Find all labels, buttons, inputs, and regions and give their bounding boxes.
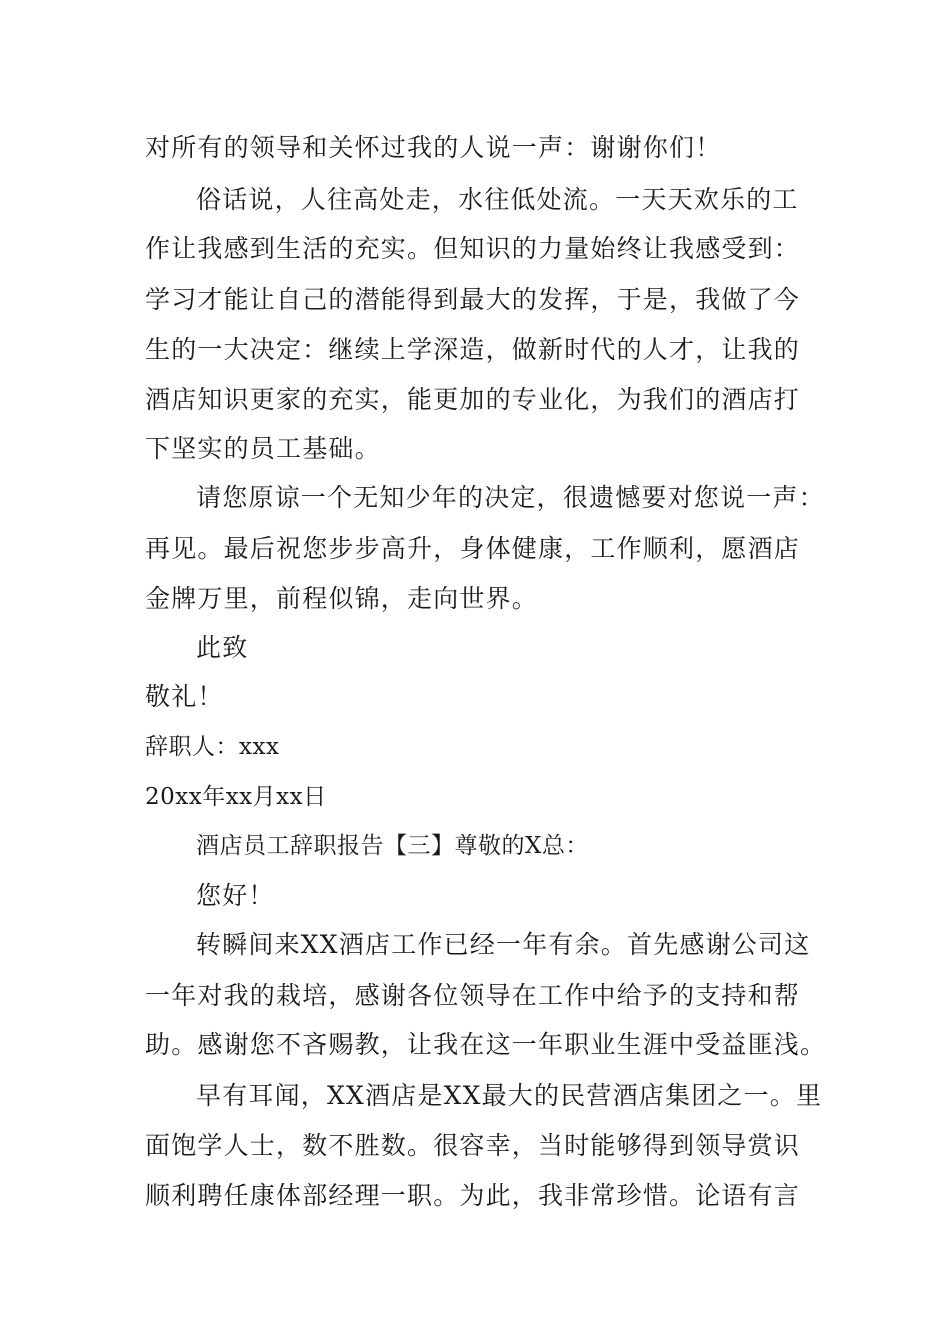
section-heading: 酒店员工辞职报告【三】尊敬的X总： — [196, 833, 589, 859]
text-line: 下坚实的员工基础。 — [145, 434, 381, 463]
text-line: 酒店知识更家的充实，能更加的专业化，为我们的酒店打 — [145, 385, 801, 414]
text-line: 作让我感到生活的充实。但知识的力量始终让我感受到： — [145, 234, 801, 263]
text-line: 助。感谢您不吝赐教，让我在这一年职业生涯中受益匪浅。 — [145, 1030, 827, 1059]
text-line: 一年对我的栽培，感谢各位领导在工作中给予的支持和帮 — [145, 981, 801, 1010]
paragraph-first-line: 早有耳闻，XX酒店是XX最大的民营酒店集团之一。里 — [196, 1081, 823, 1110]
paragraph-first-line: 转瞬间来XX酒店工作已经一年有余。首先感谢公司这 — [196, 930, 811, 959]
text-line: 顺利聘任康体部经理一职。为此，我非常珍惜。论语有言 — [145, 1181, 801, 1210]
text-line: 金牌万里，前程似锦，走向世界。 — [145, 584, 539, 613]
paragraph-first-line: 请您原谅一个无知少年的决定，很遗憾要对您说一声： — [196, 483, 825, 512]
text-line: 对所有的领导和关怀过我的人说一声：谢谢你们！ — [145, 133, 722, 162]
paragraph-first-line: 俗话说，人往高处走，水往低处流。一天天欢乐的工 — [196, 185, 799, 214]
date-line: 20xx年xx月xx日 — [145, 784, 327, 810]
text-line: 学习才能让自己的潜能得到最大的发挥，于是，我做了今 — [145, 285, 801, 314]
closing-salutation: 此致 — [196, 633, 249, 662]
signature-line: 辞职人：xxx — [145, 734, 280, 760]
text-line: 再见。最后祝您步步高升，身体健康，工作顺利，愿酒店 — [145, 534, 801, 563]
closing-regards: 敬礼！ — [145, 682, 224, 711]
greeting-line: 您好！ — [196, 881, 275, 910]
text-line: 生的一大决定：继续上学深造，做新时代的人才，让我的 — [145, 335, 801, 364]
text-line: 面饱学人士，数不胜数。很容幸，当时能够得到领导赏识 — [145, 1131, 801, 1160]
